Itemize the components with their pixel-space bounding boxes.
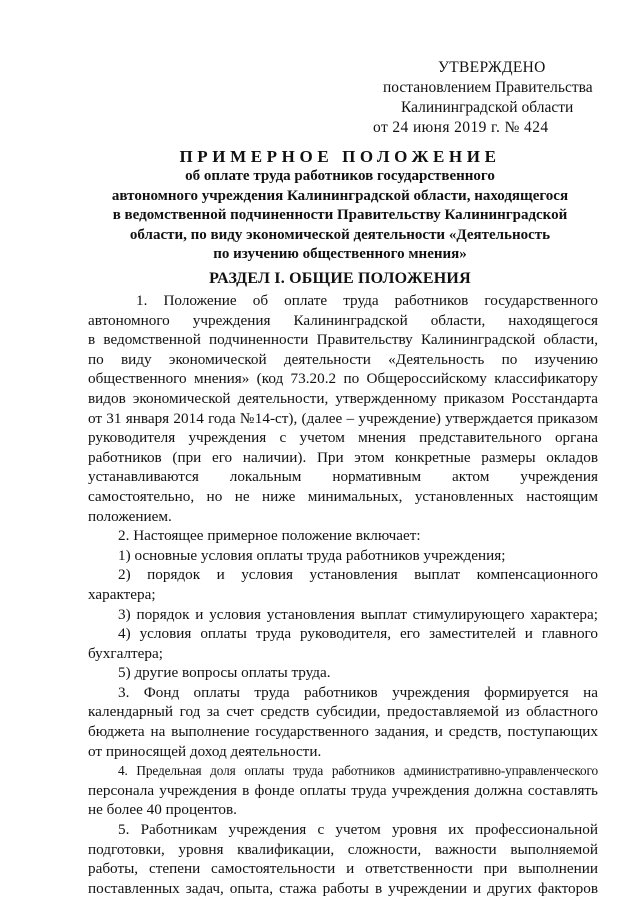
approval-title: УТВЕРЖДЕНО (438, 59, 546, 76)
body-line: 4. Предельная доля оплаты труда работников административно-управленческого (118, 763, 598, 779)
body-line: 3) порядок и условия установления выплат стимулирующего характера; (118, 605, 598, 623)
body-line: 5. Работникам учреждения с учетом уровня их профессиональной (118, 821, 598, 839)
approval-line-1: постановлением Правительства (383, 79, 593, 96)
body-line: 1. Положение об оплате труда работников государственного (136, 292, 598, 309)
body-line: бухгалтера; (88, 644, 163, 662)
body-line: 3. Фонд оплаты труда работников учреждения формируется на (118, 683, 598, 701)
body-line: устанавливаются локальным нормативным актом учреждения (88, 468, 598, 486)
body-line: календарный год за счет средств субсидии, предоставляемой из областного (88, 703, 598, 721)
body-line: видов экономической деятельности, утвержденному приказом Росстандарта (88, 389, 598, 407)
body-line: бюджета на выполнение государственного задания, и средств, поступающих (88, 723, 598, 741)
body-line: руководителя учреждения с учетом мнения представительного органа (88, 429, 598, 447)
body-line: самостоятельно, но не ниже минимальных, установленных настоящим (88, 487, 598, 505)
document-subtitle (80, 167, 600, 265)
subtitle-line: области, по виду экономической деятельности «Деятельность (129, 226, 551, 243)
body-line: в ведомственной подчиненности Правительству Калининградской области, (88, 331, 598, 349)
body-line: положением. (88, 507, 172, 525)
body-line: общественного мнения» (код 73.20.2 по Общероссийскому классификатору (88, 370, 598, 388)
subtitle-line: автономного учреждения Калининградской области, находящегося (111, 187, 569, 204)
approval-line-3: от 24 июня 2019 г. № 424 (373, 119, 549, 136)
body-line: работы, степени самостоятельности и ответственности при выполнении (88, 860, 598, 878)
body-line: 2. Настоящее примерное положение включает: (118, 527, 421, 545)
body-line: 5) другие вопросы оплаты труда. (118, 664, 331, 682)
subtitle-line: по изучению общественного мнения» (213, 246, 467, 262)
approval-stamp (373, 58, 603, 138)
body-line: поставленных задач, опыта, стажа работы в учреждении и других факторов (88, 879, 598, 897)
subtitle-line: об оплате труда работников государственного (185, 168, 495, 184)
body-line: работников (при его наличии). При этом конкретные размеры окладов (88, 448, 598, 466)
body-line: подготовки, уровня квалификации, сложности, важности выполняемой (88, 840, 598, 858)
body-line: 4) условия оплаты труда руководителя, его заместителей и главного (118, 625, 598, 643)
document-title: ПРИМЕРНОЕ ПОЛОЖЕНИЕ (179, 147, 501, 166)
body-line: 2) порядок и условия установления выплат компенсационного (118, 566, 598, 584)
body-line: не более 40 процентов. (88, 801, 237, 819)
body-line: характера; (88, 585, 156, 603)
approval-line-2: Калининградской области (401, 99, 574, 116)
section-heading: РАЗДЕЛ I. ОБЩИЕ ПОЛОЖЕНИЯ (209, 270, 471, 287)
body-line: автономного учреждения Калининградской области, находящегося (88, 311, 598, 329)
document-body (88, 291, 598, 898)
body-line: от 31 января 2014 года №14-ст), (далее – учреждение) утверждается приказом (88, 409, 598, 427)
body-line: 1) основные условия оплаты труда работников учреждения; (118, 546, 506, 564)
body-line: персонала учреждения в фонде оплаты труда учреждения должна составлять (88, 781, 598, 799)
subtitle-line: в ведомственной подчиненности Правительству Калининградской (112, 207, 568, 223)
body-line: от приносящей доход деятельности. (88, 742, 322, 760)
body-line: по виду экономической деятельности «Деятельность по изучению (88, 350, 598, 368)
